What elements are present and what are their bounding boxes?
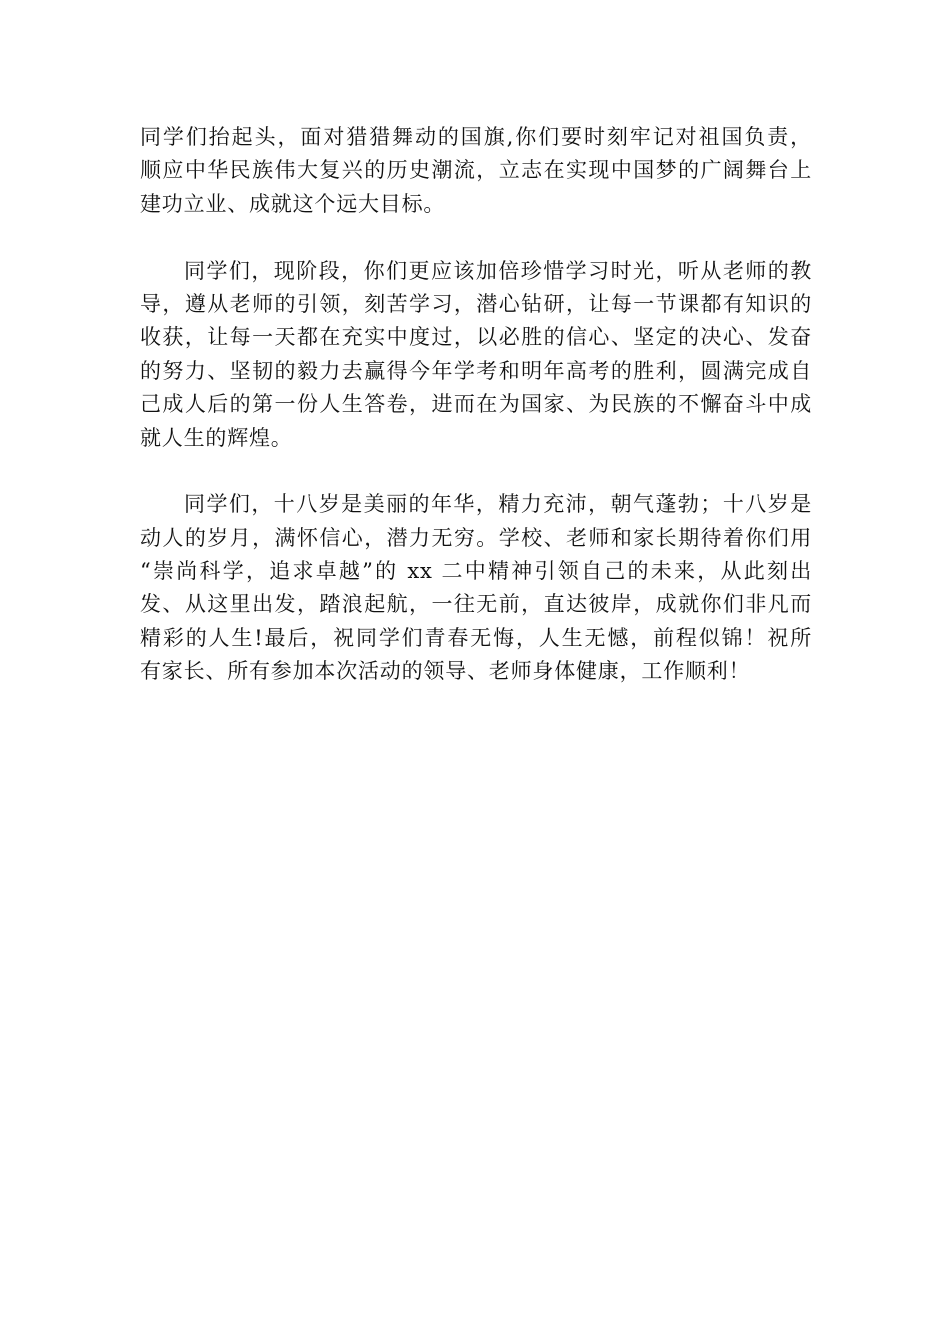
- paragraph-line: 同学们，十八岁是美丽的年华，精力充沛，朝气蓬勃；十八岁是: [184, 492, 812, 517]
- paragraph-line: 的努力、坚韧的毅力去赢得今年学考和明年高考的胜利，圆满完成自: [140, 358, 812, 383]
- paragraph-line: “崇尚科学，追求卓越”的 xx 二中精神引领自己的未来，从此刻出: [140, 559, 812, 584]
- paragraph-1: [140, 121, 812, 221]
- paragraph-line: 同学们抬起头，面对猎猎舞动的国旗,你们要时刻牢记对祖国负责，: [140, 125, 812, 149]
- paragraph-line: 导，遵从老师的引领，刻苦学习，潜心钻研，让每一节课都有知识的: [140, 291, 812, 316]
- paragraph-line: 同学们，现阶段，你们更应该加倍珍惜学习时光，听从老师的教: [184, 258, 812, 283]
- paragraph-line: 发、从这里出发，踏浪起航，一往无前，直达彼岸，成就你们非凡而: [140, 592, 812, 617]
- paragraph-3: [140, 488, 812, 688]
- paragraph-line: 建功立业、成就这个远大目标。: [140, 191, 446, 216]
- paragraph-line: 动人的岁月，满怀信心，潜力无穷。学校、老师和家长期待着你们用: [140, 525, 812, 550]
- paragraph-line: 收获，让每一天都在充实中度过，以必胜的信心、坚定的决心、发奋: [140, 325, 812, 350]
- document-body: [140, 121, 812, 689]
- paragraph-line: 精彩的人生!最后，祝同学们青春无悔，人生无憾，前程似锦！祝所: [140, 625, 812, 650]
- paragraph-spacer: [140, 221, 812, 254]
- paragraph-line: 就人生的辉煌。: [140, 425, 293, 450]
- paragraph-line: 顺应中华民族伟大复兴的历史潮流，立志在实现中国梦的广阔舞台上: [140, 158, 812, 183]
- paragraph-line: 己成人后的第一份人生答卷，进而在为国家、为民族的不懈奋斗中成: [140, 392, 812, 417]
- paragraph-spacer: [140, 455, 812, 488]
- paragraph-line: 有家长、所有参加本次活动的领导、老师身体健康，工作顺利！: [140, 659, 751, 684]
- paragraph-2: [140, 255, 812, 455]
